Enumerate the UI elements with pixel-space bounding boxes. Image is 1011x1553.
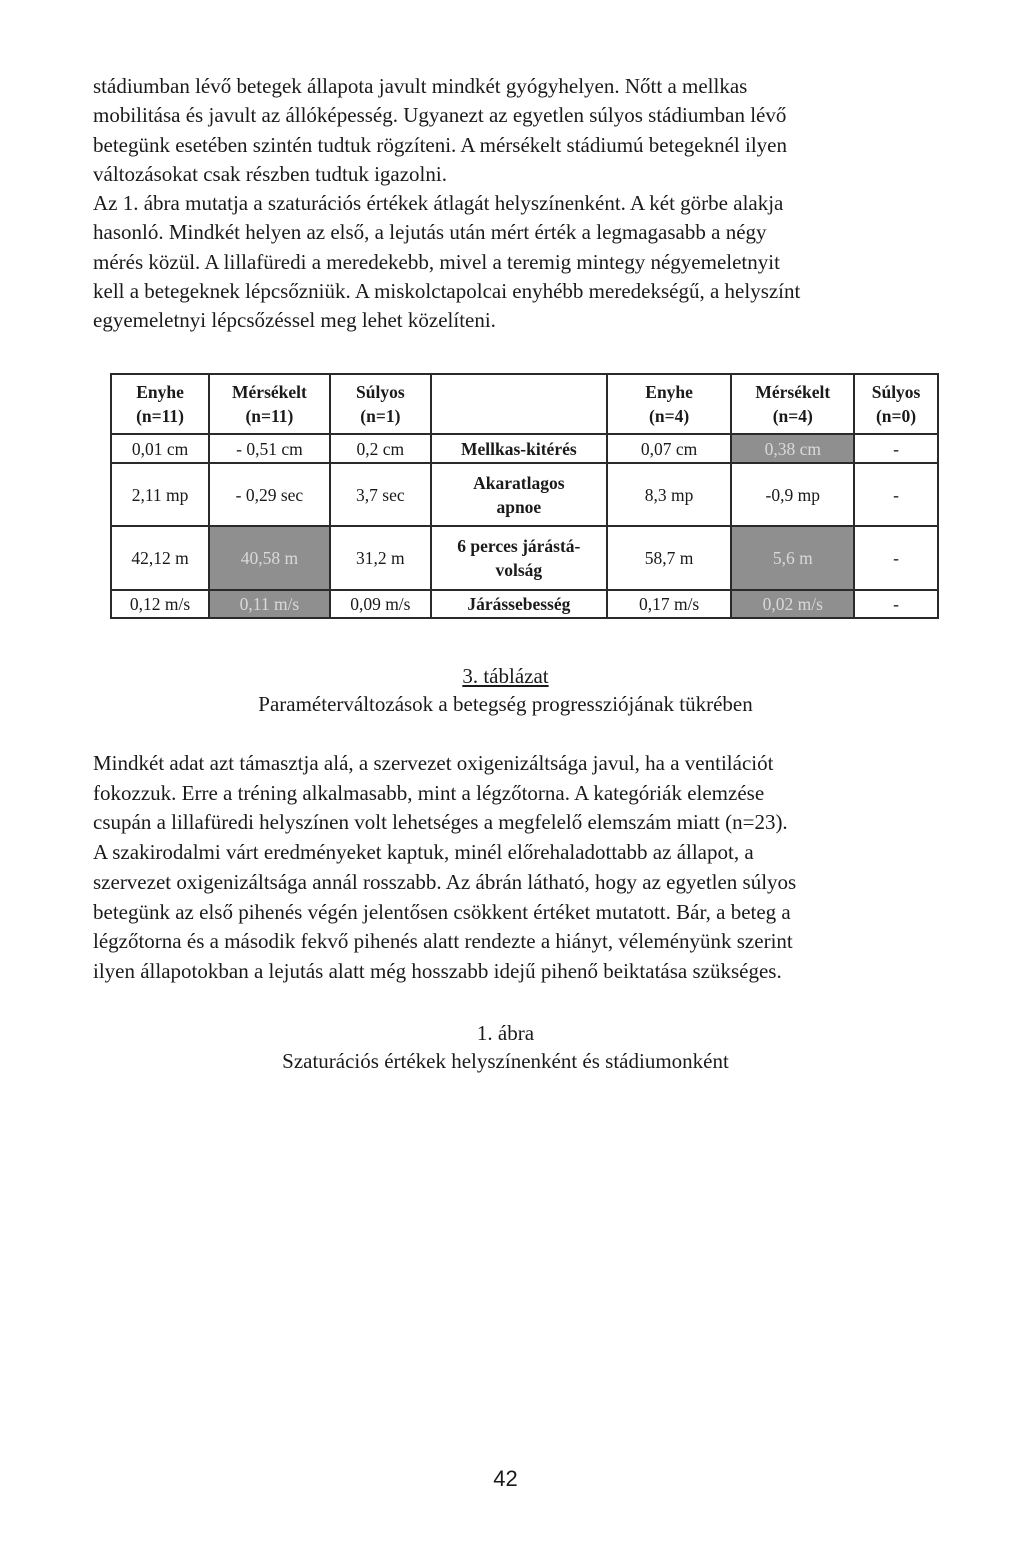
- header-mild-lillafured: Enyhe (n=11): [111, 374, 209, 434]
- row-label-walking-distance: 6 perces járástá- volság: [431, 526, 607, 590]
- row-label-chest-expansion: Mellkas-kitérés: [431, 434, 607, 463]
- table-cell: 31,2 m: [330, 526, 431, 590]
- text-line: Mindkét adat azt támasztja alá, a szervezet oxigenizáltsága javul, ha a ventilációt: [93, 751, 774, 775]
- table-cell: 0,17 m/s: [607, 590, 732, 618]
- text-line: A szakirodalmi várt eredményeket kaptuk, minél előrehaladottabb az állapot, a: [93, 840, 754, 865]
- header-moderate-lillafured: Mérsékelt (n=11): [209, 374, 330, 434]
- paragraph-intro: [93, 72, 955, 336]
- table-cell: -0,9 mp: [731, 463, 854, 526]
- header-severe-miskolctapolca: Súlyos (n=0): [854, 374, 938, 434]
- text-line: csupán a lillafüredi helyszínen volt lehetséges a megfelelő elemszám miatt (n=23).: [93, 810, 788, 835]
- row-label-walking-speed: Járássebesség: [431, 590, 607, 618]
- header-mild-miskolctapolca: Enyhe (n=4): [607, 374, 732, 434]
- text-line: stádiumban lévő betegek állapota javult mindkét gyógyhelyen. Nőtt a mellkas: [93, 74, 748, 98]
- text-line: mérés közül. A lillafüredi a meredekebb, mivel a teremig mintegy négyemeletnyit: [93, 249, 780, 274]
- table-cell-shaded: 40,58 m: [209, 526, 330, 590]
- text-line: kell a betegeknek lépcsőzniük. A miskolctapolcai enyhébb meredekségű, a helyszínt: [93, 279, 801, 304]
- table-cell: 58,7 m: [607, 526, 732, 590]
- table-row: [111, 590, 938, 618]
- table-cell: 0,07 cm: [607, 434, 732, 463]
- table-cell: 2,11 mp: [111, 463, 209, 526]
- table-cell: 8,3 mp: [607, 463, 732, 526]
- table-cell: -: [854, 526, 938, 590]
- table-row: [111, 526, 938, 590]
- text-line: fokozzuk. Erre a tréning alkalmasabb, mint a légzőtorna. A kategóriák elemzése: [93, 780, 765, 805]
- table-cell: 3,7 sec: [330, 463, 431, 526]
- text-line: mobilitása és javult az állóképesség. Ugyanezt az egyetlen súlyos stádiumban lévő: [93, 103, 787, 128]
- header-parameter: [431, 374, 607, 434]
- header-severe-lillafured: Súlyos (n=1): [330, 374, 431, 434]
- figure-caption-title: 1. ábra: [476, 1021, 535, 1045]
- table-cell: - 0,29 sec: [209, 463, 330, 526]
- table-cell-shaded: 0,11 m/s: [209, 590, 330, 618]
- table-cell: 0,09 m/s: [330, 590, 431, 618]
- table-header-row: [111, 374, 938, 434]
- header-moderate-miskolctapolca: Mérsékelt (n=4): [731, 374, 854, 434]
- table-row: [111, 463, 938, 526]
- text-line: szervezet oxigenizáltsága annál rosszabb. Az ábrán látható, hogy az egyetlen súlyos: [93, 869, 797, 894]
- table-row: [111, 434, 938, 463]
- text-line: Az 1. ábra mutatja a szaturációs értékek átlagát helyszínenként. A két görbe alakja: [93, 191, 784, 216]
- paragraph-analysis: [93, 749, 955, 987]
- text-line: változásokat csak részben tudtuk igazolni.: [93, 161, 447, 186]
- table-cell: - 0,51 cm: [209, 434, 330, 463]
- text-line: ilyen állapotokban a lejutás alatt még hosszabb idejű pihenő beiktatása szükséges.: [93, 958, 782, 983]
- text-line: betegünk az első pihenés végén jelentősen csökkent értéket mutatott. Bár, a beteg a: [93, 899, 791, 924]
- table-cell: 0,01 cm: [111, 434, 209, 463]
- text-line: betegünk esetében szintén tudtuk rögzíteni. A mérsékelt stádiumú betegeknél ilyen: [93, 132, 787, 157]
- table-cell: -: [854, 463, 938, 526]
- table-cell-shaded: 5,6 m: [731, 526, 854, 590]
- table-cell-shaded: 0,38 cm: [731, 434, 854, 463]
- row-label-apnea: Akaratlagos apnoe: [431, 463, 607, 526]
- table-cell-shaded: 0,02 m/s: [731, 590, 854, 618]
- text-line: hasonló. Mindkét helyen az első, a lejutás után mért érték a legmagasabb a négy: [93, 220, 767, 245]
- text-line: légzőtorna és a második fekvő pihenés alatt rendezte a hiányt, véleményünk szerint: [93, 929, 793, 954]
- table-cell: -: [854, 434, 938, 463]
- table-cell: 0,2 cm: [330, 434, 431, 463]
- table-cell: 42,12 m: [111, 526, 209, 590]
- figure-caption-description: Szaturációs értékek helyszínenként és stádiumonként: [282, 1049, 729, 1073]
- parameter-table: [110, 373, 939, 619]
- page-number: 42: [493, 1466, 518, 1491]
- table-cell: 0,12 m/s: [111, 590, 209, 618]
- text-line: egyemeletnyi lépcsőzéssel meg lehet közelíteni.: [93, 308, 496, 333]
- table-caption-title: 3. táblázat: [462, 664, 549, 688]
- table-cell: -: [854, 590, 938, 618]
- table-caption-description: Paraméterváltozások a betegség progressziójának tükrében: [258, 692, 753, 716]
